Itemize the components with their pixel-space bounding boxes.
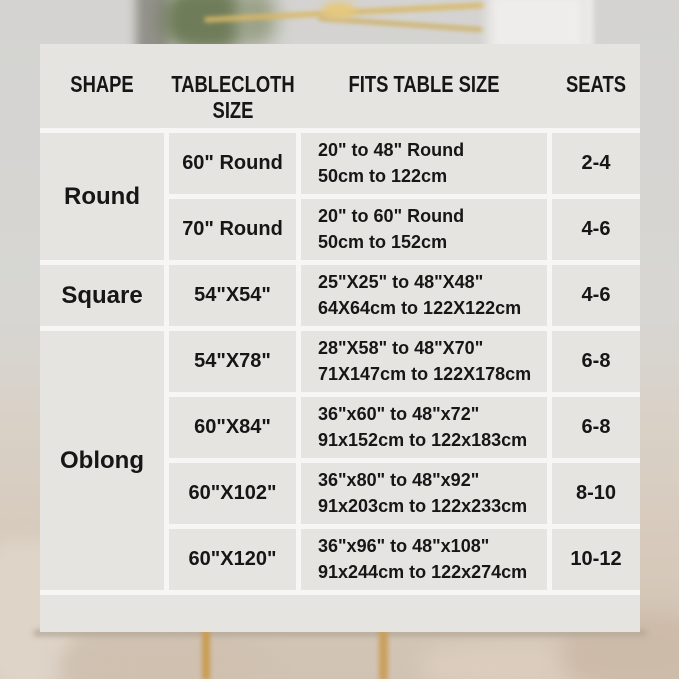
fits-size-inches: 20" to 60" Round — [318, 205, 465, 226]
tablecloth-size-cell: 60" Round — [169, 133, 296, 194]
fits-size-inches: 25"X25" to 48"X48" — [318, 271, 484, 292]
header-tablecloth-size-label: TABLECLOTH SIZE — [170, 71, 295, 124]
fits-size-inches: 28"X58" to 48"X70" — [318, 337, 484, 358]
shape-cell: Round — [40, 133, 164, 260]
header-tablecloth-size — [169, 44, 296, 128]
fits-table-size-cell — [301, 397, 547, 458]
seats-cell: 6-8 — [552, 331, 640, 392]
shape-cell: Square — [40, 265, 164, 326]
size-chart-panel — [40, 44, 640, 632]
fits-table-size-cell — [301, 529, 547, 590]
fits-size-cm: 91x203cm to 122x233cm — [318, 495, 528, 516]
fits-size-cm: 91x244cm to 122x274cm — [318, 561, 528, 582]
tablecloth-size-cell: 54"X78" — [169, 331, 296, 392]
fits-table-size-cell — [301, 133, 547, 194]
fits-table-size-cell — [301, 199, 547, 260]
size-chart-grid — [40, 133, 640, 595]
fits-size-inches: 20" to 48" Round — [318, 139, 465, 160]
seats-cell: 4-6 — [552, 265, 640, 326]
tablecloth-size-cell: 54"X54" — [169, 265, 296, 326]
fits-size-inches: 36"x60" to 48"x72" — [318, 403, 480, 424]
header-fits-table-size — [301, 44, 547, 128]
fits-size-cm: 64X64cm to 122X122cm — [318, 297, 522, 318]
tablecloth-size-cell: 60"X84" — [169, 397, 296, 458]
seats-cell: 8-10 — [552, 463, 640, 524]
header-seats-label: SEATS — [566, 71, 626, 97]
seats-cell: 4-6 — [552, 199, 640, 260]
tablecloth-size-cell: 60"X102" — [169, 463, 296, 524]
fits-size-cm: 91x152cm to 122x183cm — [318, 429, 528, 450]
tablecloth-size-cell: 60"X120" — [169, 529, 296, 590]
table-header-row — [40, 44, 640, 133]
shape-cell: Oblong — [40, 331, 164, 590]
seats-cell: 2-4 — [552, 133, 640, 194]
header-shape — [40, 44, 164, 128]
header-fits-table-size-label: FITS TABLE SIZE — [348, 71, 500, 97]
fits-table-size-cell — [301, 463, 547, 524]
bg-chandelier-lamp — [322, 2, 356, 18]
tablecloth-size-cell: 70" Round — [169, 199, 296, 260]
fits-table-size-cell — [301, 331, 547, 392]
panel-footer — [40, 595, 640, 632]
fits-table-size-cell — [301, 265, 547, 326]
fits-size-cm: 50cm to 122cm — [318, 165, 448, 186]
seats-cell: 6-8 — [552, 397, 640, 458]
fits-size-inches: 36"x96" to 48"x108" — [318, 535, 490, 556]
header-shape-label: SHAPE — [70, 71, 134, 97]
fits-size-cm: 50cm to 152cm — [318, 231, 448, 252]
bg-floor-highlight — [60, 636, 270, 679]
header-seats — [552, 44, 640, 128]
fits-size-inches: 36"x80" to 48"x92" — [318, 469, 480, 490]
seats-cell: 10-12 — [552, 529, 640, 590]
fits-size-cm: 71X147cm to 122X178cm — [318, 363, 532, 384]
